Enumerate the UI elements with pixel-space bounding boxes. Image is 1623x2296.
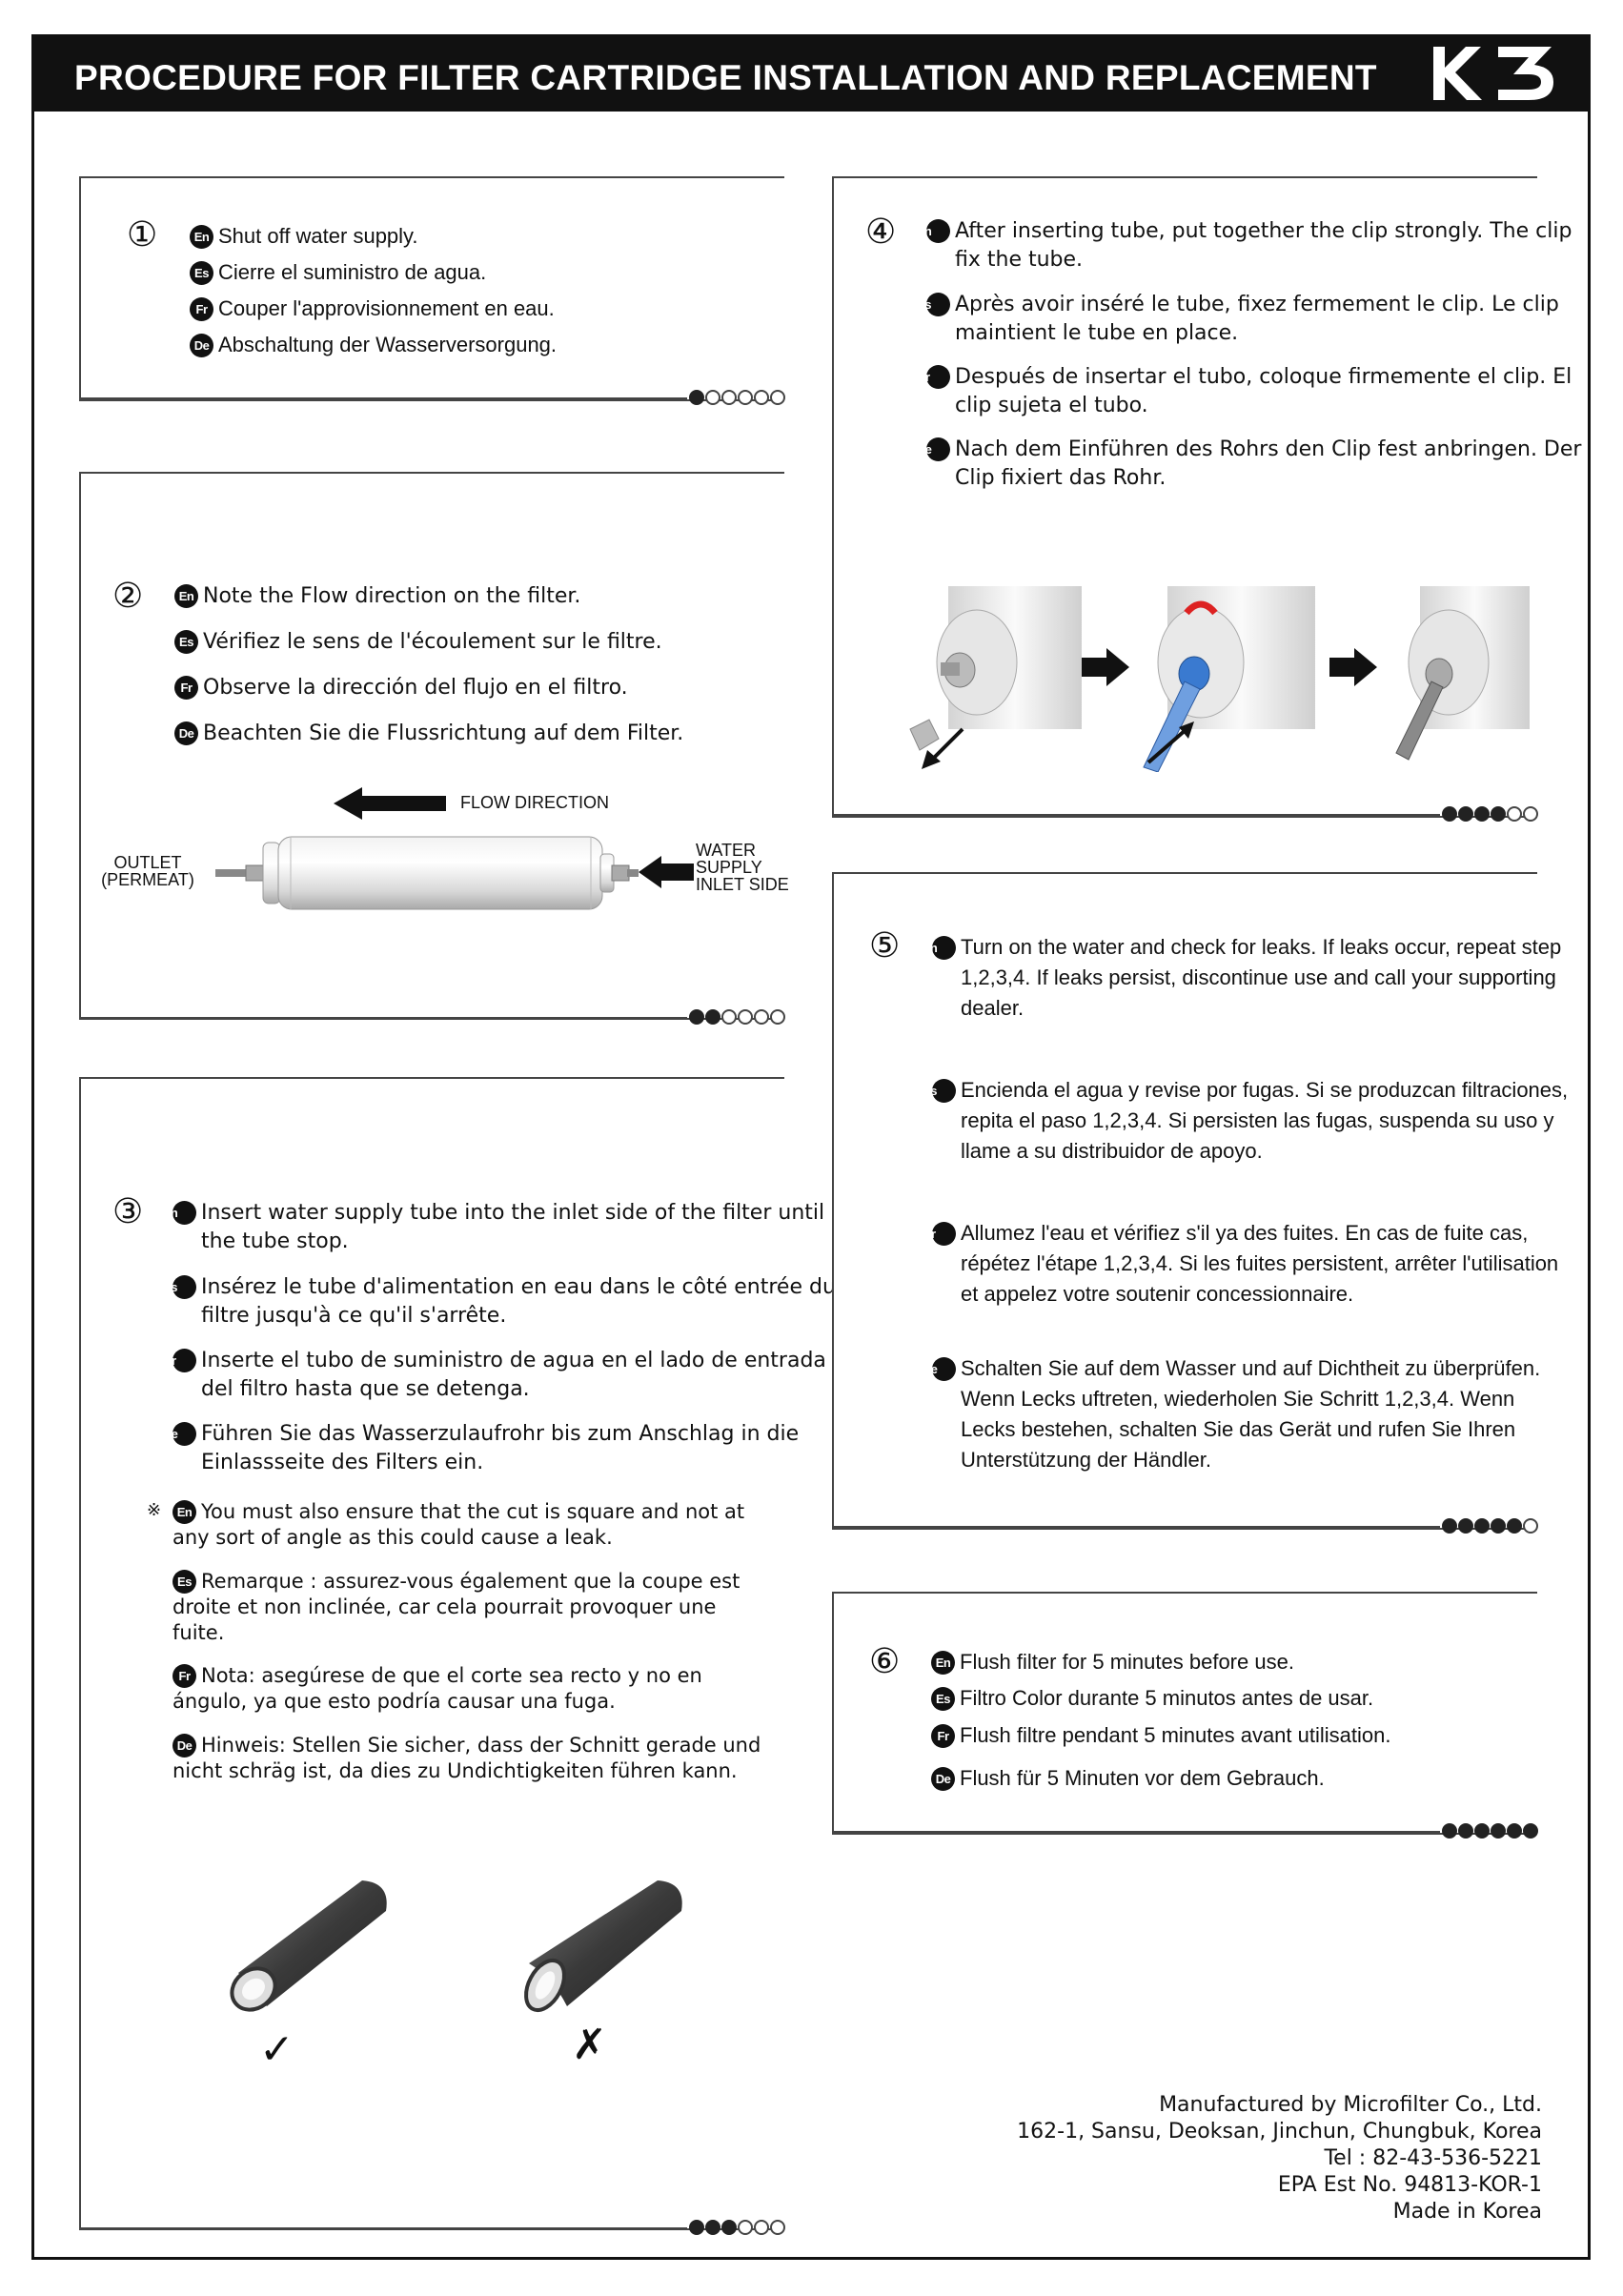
progress-dot-filled <box>1442 806 1457 822</box>
step-6-box <box>832 1592 1537 1835</box>
step-1-box <box>79 176 784 401</box>
progress-dot-filled <box>1442 1518 1457 1534</box>
progress-dot-filled <box>1458 1823 1473 1839</box>
es-badge: Es <box>190 261 213 285</box>
progress-line <box>79 2227 687 2229</box>
es-badge: Es <box>926 293 950 316</box>
step-5-de-text: Schalten Sie auf dem Wasser und auf Dichtheit zu überprüfen. Wenn Lecks uftreten, wiederholen Sie Schritt 1,2,3,4. Wenn Lecks bestehen, schalten Sie das Gerät und rufen Sie Ihren Unterstützung der Händler. <box>961 1356 1541 1472</box>
step-1-fr-text: Couper l'approvisionnement en eau. <box>218 296 555 320</box>
progress-dot-empty <box>721 1009 737 1025</box>
en-badge: En <box>172 1500 196 1524</box>
fr-badge: Fr <box>190 297 213 321</box>
step-6-progress <box>832 1822 1547 1841</box>
step-4-es-text: Après avoir inséré le tube, fixez fermement le clip. Le clip maintient le tube en place. <box>955 293 1559 345</box>
en-badge: En <box>174 584 198 608</box>
step-3-es-text: Insérez le tube d'alimentation en eau dans le côté entrée du filtre jusqu'à ce qu'il s'arrête. <box>201 1275 836 1328</box>
step-5-de <box>922 1353 1571 1475</box>
progress-dot-filled <box>1491 806 1506 822</box>
progress-dot-filled <box>1491 1518 1506 1534</box>
step-4-fr <box>918 363 1584 420</box>
step-1-fr <box>190 295 555 323</box>
epa-number: EPA Est No. 94813-KOR-1 <box>1277 2173 1542 2197</box>
step-1-de-text: Abschaltung der Wasserversorgung. <box>218 333 558 356</box>
progress-dot-filled <box>1458 1518 1473 1534</box>
progress-dot-filled <box>1507 1518 1522 1534</box>
step-1-en <box>190 222 418 251</box>
step-3-progress <box>79 2219 794 2238</box>
step-4-number: ④ <box>865 213 897 252</box>
progress-dot-empty <box>738 2220 753 2235</box>
fr-badge: Fr <box>174 676 198 700</box>
progress-dot-empty <box>754 390 769 405</box>
outlet-label-line1: OUTLET <box>113 853 182 872</box>
tube-insertion-illustration <box>1129 586 1315 772</box>
step-4-es <box>917 291 1584 348</box>
progress-dot-filled <box>1474 1518 1490 1534</box>
filter-cartridge-image <box>210 825 639 921</box>
step-1-progress <box>79 389 794 408</box>
step-4-progress <box>832 805 1547 824</box>
step-3-fr <box>164 1347 859 1404</box>
step-2-number: ② <box>112 577 144 616</box>
step-4-fr-text: Después de insertar el tubo, coloque firmemente el clip. El clip sujeta el tubo. <box>955 365 1572 417</box>
step-3-note-fr-text: Nota: asegúrese de que el corte sea recto y no en ángulo, ya que esto podría causar una fuga. <box>172 1664 702 1713</box>
de-badge: De <box>931 1767 955 1791</box>
progress-dot-filled <box>1474 806 1490 822</box>
step-5-fr-text: Allumez l'eau et vérifiez s'il ya des fuites. En cas de fuite cas, répétez l'étape 1,2,3,4. Si les fuites persistent, arrêter l'utilisation et appelez votre soutenir concessionnaire. <box>961 1221 1559 1306</box>
step-2-en-text: Note the Flow direction on the filter. <box>203 584 581 608</box>
step-4-de <box>916 436 1584 493</box>
step-3-en-text: Insert water supply tube into the inlet side of the filter until the tube stop. <box>201 1201 825 1253</box>
inlet-label-line2: SUPPLY <box>696 858 762 877</box>
en-badge: En <box>172 1201 196 1225</box>
page-header <box>34 37 1588 112</box>
step-5-fr <box>923 1218 1571 1310</box>
progress-dot-filled <box>689 1009 704 1025</box>
step-3-en <box>162 1199 859 1256</box>
step-4-en <box>916 217 1584 274</box>
fr-badge: Fr <box>172 1664 196 1688</box>
progress-dot-filled <box>705 2220 720 2235</box>
progress-dot-empty <box>1523 1518 1538 1534</box>
progress-dot-empty <box>738 1009 753 1025</box>
clip-removal-illustration <box>901 586 1082 772</box>
step-1-es <box>190 258 486 287</box>
progress-dot-filled <box>1523 1823 1538 1839</box>
step-2-de-text: Beachten Sie die Flussrichtung auf dem Filter. <box>203 721 684 745</box>
inlet-label-line3: INLET SIDE <box>696 875 789 894</box>
progress-dot-filled <box>721 2220 737 2235</box>
progress-dot-filled <box>1491 1823 1506 1839</box>
step-2-es <box>174 628 662 657</box>
step-6-de <box>931 1764 1325 1793</box>
flow-direction-label: FLOW DIRECTION <box>460 793 609 812</box>
step-3-note-de <box>172 1733 782 1784</box>
angled-cut-tube-image <box>515 1873 696 2025</box>
progress-dot-filled <box>689 390 704 405</box>
progress-dot-empty <box>754 1009 769 1025</box>
flow-direction-arrow-icon <box>334 787 448 820</box>
fr-badge: Fr <box>931 1724 955 1748</box>
step-3-number: ③ <box>112 1192 144 1231</box>
k3-logo <box>1428 41 1561 106</box>
es-badge: Es <box>932 1079 956 1103</box>
step-3-de-text: Führen Sie das Wasserzulaufrohr bis zum Anschlag in die Einlassseite des Filters ein. <box>201 1422 800 1474</box>
progress-dot-empty <box>770 2220 785 2235</box>
note-mark: ※ <box>147 1500 162 1520</box>
fr-badge: Fr <box>172 1349 196 1372</box>
step-6-es-text: Filtro Color durante 5 minutos antes de usar. <box>960 1686 1374 1710</box>
step-3-note-en <box>172 1499 763 1551</box>
progress-line <box>832 814 1440 816</box>
de-badge: De <box>172 1422 196 1446</box>
manufacturer-name: Manufactured by Microfilter Co., Ltd. <box>1159 2093 1542 2117</box>
progress-dot-empty <box>754 2220 769 2235</box>
step-1-number: ① <box>127 215 158 254</box>
progress-dot-filled <box>689 2220 704 2235</box>
inlet-arrow-icon <box>639 856 696 888</box>
step-5-progress <box>832 1517 1547 1536</box>
fr-badge: Fr <box>932 1222 956 1246</box>
progress-line <box>832 1526 1440 1528</box>
step-2-es-text: Vérifiez le sens de l'écoulement sur le filtre. <box>203 630 662 654</box>
step-3-fr-text: Inserte el tubo de suministro de agua en el lado de entrada del filtro hasta que se detenga. <box>201 1349 826 1401</box>
clip-fixed-illustration <box>1391 586 1530 772</box>
progress-dot-filled <box>1507 1823 1522 1839</box>
inlet-label-line1: WATER <box>696 841 756 860</box>
en-badge: En <box>932 936 956 960</box>
en-badge: En <box>931 1651 955 1675</box>
step-3-note-de-text: Hinweis: Stellen Sie sicher, dass der Schnitt gerade und nicht schräg ist, da dies zu Undichtigkeiten führen kann. <box>172 1734 761 1782</box>
de-badge: De <box>174 721 198 745</box>
es-badge: Es <box>172 1275 196 1299</box>
step-6-en-text: Flush filter for 5 minutes before use. <box>960 1650 1294 1674</box>
progress-dot-empty <box>1523 806 1538 822</box>
step-4-de-text: Nach dem Einführen des Rohrs den Clip fest anbringen. Der Clip fixiert das Rohr. <box>955 437 1582 490</box>
progress-dot-empty <box>770 390 785 405</box>
step-5-es-text: Encienda el agua y revise por fugas. Si se produzcan filtraciones, repita el paso 1,2,3,4. Si persisten las fugas, suspenda su uso y llame a su distribuidor de apoyo. <box>961 1078 1569 1163</box>
step-1-en-text: Shut off water supply. <box>218 224 418 248</box>
step-3-note-es <box>172 1569 744 1646</box>
progress-dot-filled <box>705 1009 720 1025</box>
step-6-fr <box>931 1721 1390 1750</box>
en-badge: En <box>190 225 213 249</box>
square-cut-tube-image <box>219 1873 400 2025</box>
step-3-note-en-text: You must also ensure that the cut is square and not at any sort of angle as this could cause a leak. <box>172 1500 745 1549</box>
step-6-en <box>931 1648 1294 1676</box>
progress-dot-filled <box>1458 806 1473 822</box>
step-3-es <box>163 1273 859 1331</box>
es-badge: Es <box>172 1570 196 1594</box>
step-1-es-text: Cierre el suministro de agua. <box>218 260 487 284</box>
outlet-label <box>95 854 200 888</box>
progress-dot-empty <box>738 390 753 405</box>
manufacturer-address: 162-1, Sansu, Deoksan, Jinchun, Chungbuk, Korea <box>1017 2120 1542 2144</box>
progress-dot-empty <box>770 1009 785 1025</box>
step-1-de <box>190 331 557 359</box>
step-6-fr-text: Flush filtre pendant 5 minutes avant utilisation. <box>960 1723 1391 1747</box>
progress-line <box>79 1017 687 1019</box>
progress-line <box>832 1831 1440 1833</box>
step-2-de <box>174 720 683 748</box>
origin-label: Made in Korea <box>1392 2200 1542 2224</box>
manufacturer-phone: Tel : 82-43-536-5221 <box>1324 2146 1542 2170</box>
de-badge: De <box>926 437 950 461</box>
step-arrow-icon <box>1329 648 1377 686</box>
step-5-en-text: Turn on the water and check for leaks. If leaks occur, repeat step 1,2,3,4. If leaks persist, discontinue use and call your supporting dealer. <box>961 935 1562 1020</box>
step-4-en-text: After inserting tube, put together the clip strongly. The clip fix the tube. <box>955 219 1572 272</box>
de-badge: De <box>190 334 213 357</box>
step-5-number: ⑤ <box>869 926 901 965</box>
step-3-de <box>162 1420 859 1477</box>
step-arrow-icon <box>1082 648 1129 686</box>
manufacturer-info <box>1017 2092 1542 2225</box>
page-title: PROCEDURE FOR FILTER CARTRIDGE INSTALLATION AND REPLACEMENT <box>74 58 1377 97</box>
de-badge: De <box>932 1357 956 1381</box>
step-2-fr-text: Observe la dirección del flujo en el filtro. <box>203 676 628 700</box>
step-6-de-text: Flush für 5 Minuten vor dem Gebrauch. <box>960 1766 1325 1790</box>
progress-dot-filled <box>1442 1823 1457 1839</box>
outlet-label-line2: (PERMEAT) <box>101 870 194 889</box>
step-6-number: ⑥ <box>869 1642 901 1681</box>
step-2-en <box>174 582 580 611</box>
de-badge: De <box>172 1734 196 1758</box>
step-5-en <box>922 932 1571 1024</box>
step-3-note-es-text: Remarque : assurez-vous également que la coupe est droite et non inclinée, car cela pourrait provoquer une fuite. <box>172 1570 740 1644</box>
step-6-es <box>931 1684 1373 1713</box>
inlet-label <box>696 842 801 893</box>
progress-dot-empty <box>1507 806 1522 822</box>
fr-badge: Fr <box>926 365 950 389</box>
step-5-es <box>923 1075 1571 1167</box>
progress-dot-filled <box>1474 1823 1490 1839</box>
step-2-progress <box>79 1008 794 1027</box>
en-badge: En <box>926 219 950 243</box>
wrong-cut-x-icon: ✗ <box>572 2021 607 2069</box>
correct-cut-check-icon: ✓ <box>259 2025 294 2074</box>
step-2-fr <box>174 674 628 702</box>
step-3-note-fr <box>172 1663 782 1715</box>
progress-dot-empty <box>721 390 737 405</box>
es-badge: Es <box>174 630 198 654</box>
es-badge: Es <box>931 1687 955 1711</box>
progress-line <box>79 397 687 399</box>
progress-dot-empty <box>705 390 720 405</box>
